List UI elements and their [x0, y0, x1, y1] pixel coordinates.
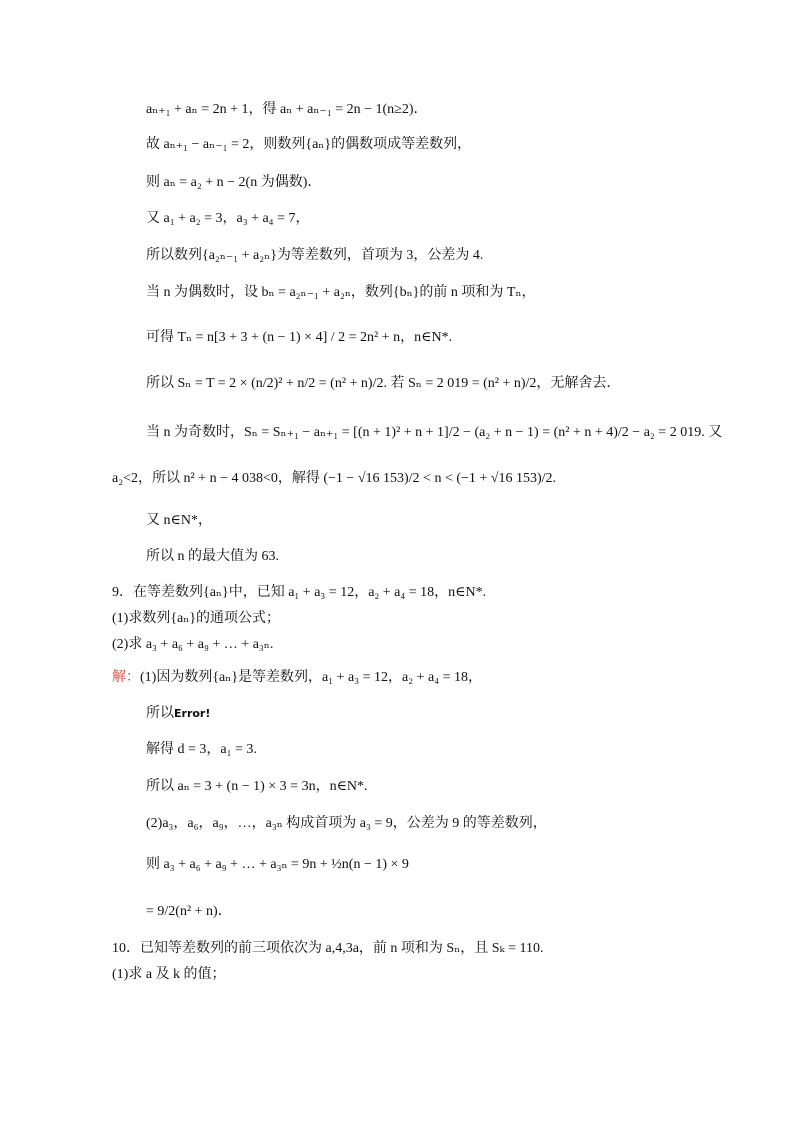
problem-part: (1)求数列{aₙ}的通项公式； — [112, 611, 281, 626]
solution-line: 所以数列{a₂ₙ₋₁ + a₂ₙ}为等差数列，首项为 3，公差为 4. — [146, 248, 484, 263]
solution-line: (2)a₃，a₆，a₉，…，a₃ₙ 构成首项为 a₃ = 9，公差为 9 的等差数列， — [146, 816, 547, 831]
answer-label: 解： — [112, 670, 140, 685]
solution-line — [146, 706, 210, 722]
solution-line: 当 n 为偶数时，设 bₙ = a₂ₙ₋₁ + a₂ₙ，数列{bₙ}的前 n 项和为 Tₙ， — [146, 285, 536, 300]
solution-line: 又 a₁ + a₂ = 3，a₃ + a₄ = 7， — [146, 211, 310, 226]
problem-statement: 10．已知等差数列的前三项依次为 a,4,3a，前 n 项和为 Sₙ，且 Sₖ = 110. — [112, 941, 544, 956]
solution-line: 所以 aₙ = 3 + (n − 1) × 3 = 3n，n∈N*. — [146, 779, 368, 794]
solution-line: 故 aₙ₊₁ − aₙ₋₁ = 2，则数列{aₙ}的偶数项成等差数列， — [146, 137, 472, 152]
solution-line: 所以 n 的最大值为 63. — [146, 549, 279, 564]
error-placeholder: Error! — [174, 707, 211, 720]
problem-part: (2)求 a₃ + a₆ + a₉ + … + a₃ₙ. — [112, 637, 274, 652]
formula-line: 可得 Tₙ = n[3 + 3 + (n − 1) × 4] / 2 = 2n² + n，n∈N*. — [146, 330, 453, 345]
problem-statement: 9．在等差数列{aₙ}中，已知 a₁ + a₃ = 12，a₂ + a₄ = 18，n∈N*. — [112, 585, 487, 600]
formula-line: 则 a₃ + a₆ + a₉ + … + a₃ₙ = 9n + ½n(n − 1) × 9 — [146, 857, 409, 872]
solution-line: 解得 d = 3，a₁ = 3. — [146, 742, 257, 757]
solution-line: aₙ₊₁ + aₙ = 2n + 1，得 aₙ + aₙ₋₁ = 2n − 1(n≥2)． — [146, 102, 428, 117]
problem-part: (1)求 a 及 k 的值； — [112, 967, 226, 982]
solution-line — [112, 670, 482, 686]
answer-text: 所以 — [146, 706, 174, 721]
answer-text: (1)因为数列{aₙ}是等差数列，a₁ + a₃ = 12，a₂ + a₄ = 18， — [140, 670, 482, 685]
formula-line: a₂<2，所以 n² + n − 4 038<0，解得 (−1 − √16 153)/2 < n < (−1 + √16 153)/2. — [112, 471, 557, 486]
formula-line: = 9/2(n² + n)． — [146, 904, 232, 919]
solution-line: 又 n∈N*， — [146, 513, 212, 528]
formula-line: 当 n 为奇数时，Sₙ = Sₙ₊₁ − aₙ₊₁ = [(n + 1)² + n + 1]/2 − (a₂ + n − 1) = (n² + n + 4)/2 − a₂ = 2 019. 又 — [146, 425, 723, 440]
formula-line: 所以 Sₙ = T = 2 × (n/2)² + n/2 = (n² + n)/2. 若 Sₙ = 2 019 = (n² + n)/2，无解舍去． — [146, 376, 621, 391]
solution-line: 则 aₙ = a₂ + n − 2(n 为偶数)． — [146, 175, 322, 190]
